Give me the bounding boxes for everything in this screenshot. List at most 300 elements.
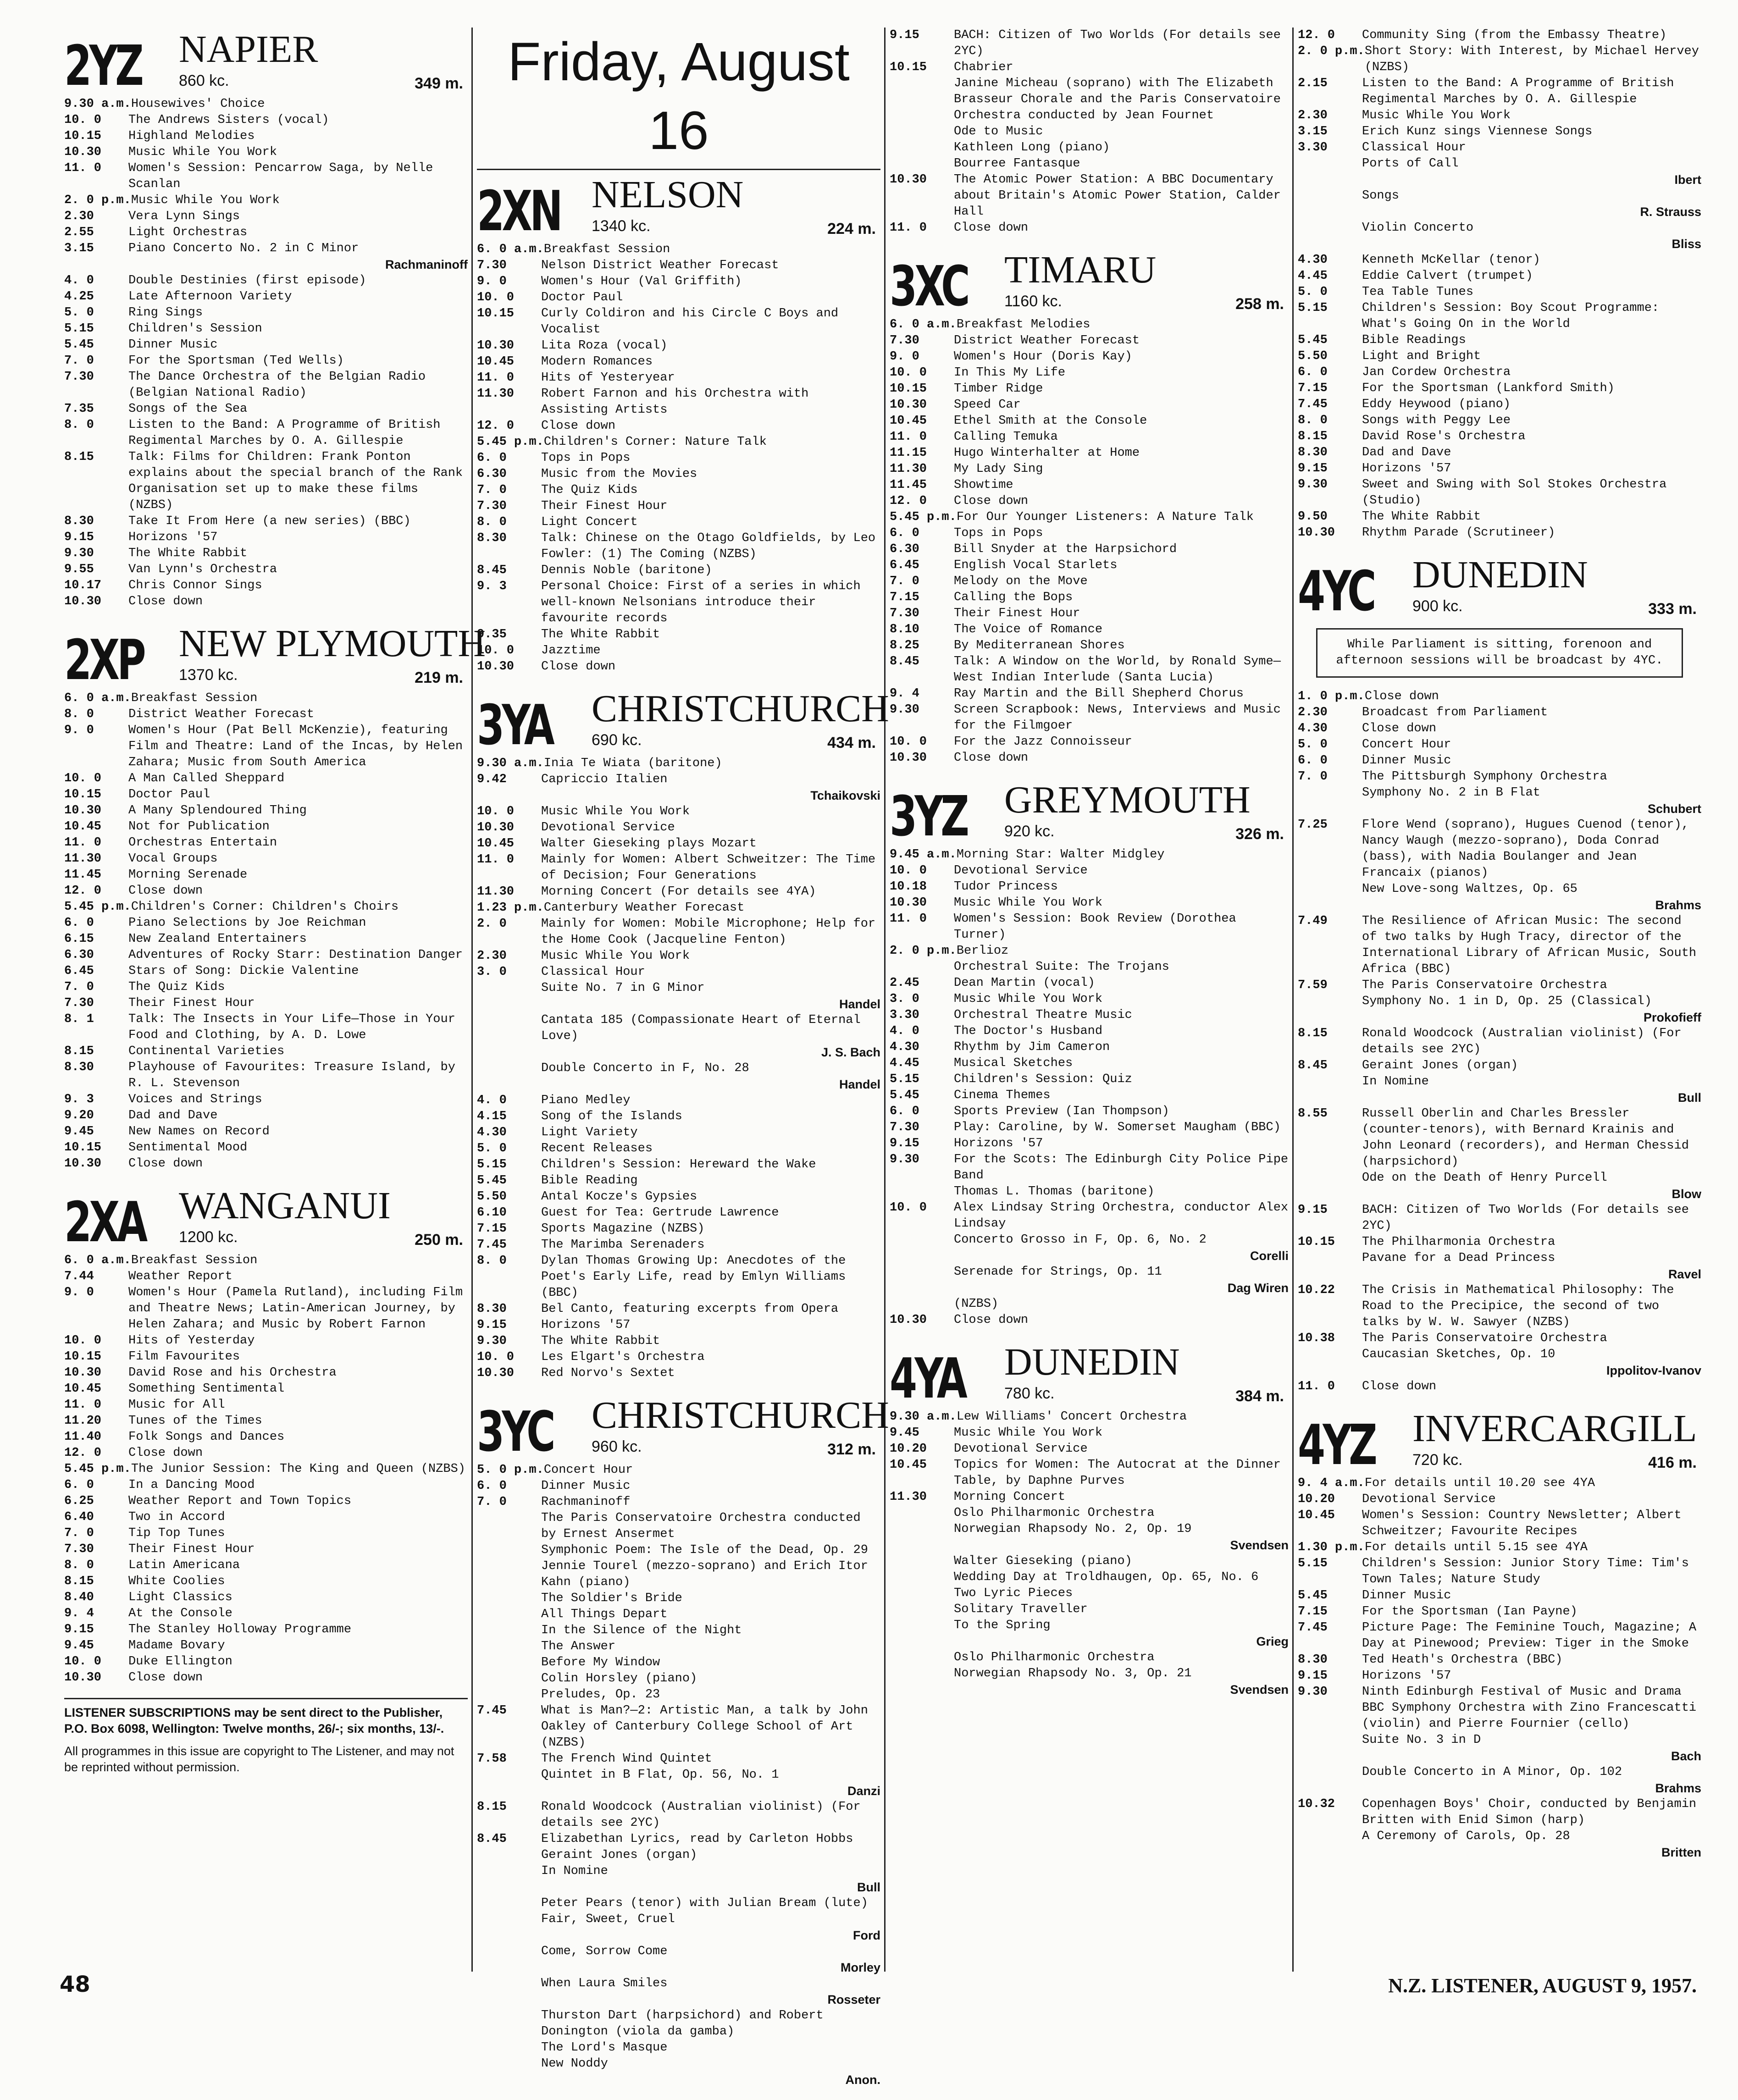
programme-title: Close down — [1362, 722, 1437, 735]
programme-item — [64, 691, 468, 707]
programme-time: 7.15 — [477, 1222, 507, 1236]
programme-title: Suite No. 3 in D — [1362, 1733, 1481, 1747]
programme-title: For the Sportsman (Ted Wells) — [128, 354, 344, 368]
programme-time: 6. 0 a.m. — [64, 1254, 131, 1267]
programme-time: 8.15 — [64, 1575, 94, 1588]
programme-item — [1298, 1684, 1701, 1700]
programme-title: The Paris Conservatoire Orchestra — [1362, 1332, 1607, 1345]
programme-time: 5.15 — [890, 1072, 919, 1086]
programme-time: 8. 0 — [477, 515, 507, 529]
programme-time: 5.45 — [477, 1174, 507, 1188]
frequency: 1340 kc. — [592, 217, 651, 235]
programme-title: Songs — [1362, 189, 1400, 203]
wavelength: 349 m. — [415, 75, 463, 92]
column-rule — [471, 28, 473, 1972]
programme-title: Dinner Music — [541, 1479, 631, 1493]
frequency: 900 kc. — [1412, 597, 1463, 615]
programme-item — [477, 1173, 880, 1189]
programme-title: Close down — [541, 419, 616, 433]
programme-title: Oslo Philharmonic Orchestra — [954, 1651, 1155, 1664]
programme-title: Children's Corner: Nature Talk — [543, 435, 767, 449]
programme-item — [890, 140, 1289, 156]
programme-time: 10.30 — [890, 896, 927, 910]
programme-time — [477, 1655, 541, 1671]
programme-title: Late Afternoon Variety — [128, 290, 292, 304]
programme-time: 8.45 — [477, 1832, 507, 1846]
programme-time — [1298, 1700, 1362, 1732]
programme-time: 7.59 — [1298, 978, 1328, 992]
programme-item — [477, 964, 880, 980]
programme-title: Doctor Paul — [541, 291, 623, 304]
programme-list — [890, 1409, 1289, 1698]
programme-item — [64, 337, 468, 353]
programme-time: 6.15 — [64, 932, 94, 946]
programme-time: 7. 0 — [477, 483, 507, 497]
programme-title: Kathleen Long (piano) — [954, 141, 1110, 155]
programme-time: 2.30 — [477, 949, 507, 963]
programme-title: Hits of Yesterday — [128, 1334, 255, 1348]
programme-item — [64, 979, 468, 995]
programme-title: Dinner Music — [1362, 754, 1451, 768]
programme-item — [890, 1425, 1289, 1441]
programme-title: Bible Readings — [1362, 333, 1466, 347]
programme-item — [64, 883, 468, 899]
programme-title: Continental Varieties — [128, 1044, 285, 1058]
programme-time: 9.30 a.m. — [64, 97, 131, 111]
programme-item — [64, 1638, 468, 1654]
frequency: 720 kc. — [1412, 1451, 1463, 1469]
programme-item — [890, 750, 1289, 766]
programme-item — [477, 1799, 880, 1831]
programme-time: 9.50 — [1298, 510, 1328, 524]
composer: Grieg — [1256, 1635, 1289, 1648]
programme-title: Morning Serenade — [128, 868, 248, 882]
programme-time: 8. 0 — [64, 707, 94, 721]
programme-title: Musical Sketches — [954, 1056, 1073, 1070]
programme-time: 10.30 — [477, 339, 515, 353]
station-city: GREYMOUTH — [1004, 779, 1251, 821]
programme-item — [477, 1478, 880, 1494]
programme-item — [1298, 140, 1701, 156]
programme-title: The Dance Orchestra of the Belgian Radio (Belgian National Radio) — [128, 370, 426, 400]
programme-item — [64, 819, 468, 835]
programme-time — [890, 1650, 954, 1666]
programme-time: 10.30 — [64, 1671, 102, 1685]
programme-title: Dad and Dave — [1362, 446, 1451, 459]
programme-title: Nelson District Weather Forecast — [541, 259, 779, 272]
programme-title: (NZBS) — [954, 1297, 999, 1311]
programme-item — [64, 1124, 468, 1140]
programme-item — [477, 836, 880, 852]
programme-title: Thurston Dart (harpsichord) and Robert Donington (viola da gamba) — [541, 2009, 824, 2039]
programme-time: 4. 0 — [64, 274, 94, 287]
programme-title: Dinner Music — [1362, 1589, 1451, 1603]
programme-title: Dad and Dave — [128, 1109, 218, 1122]
programme-title: Morning Concert (For details see 4YA) — [541, 885, 816, 899]
programme-list — [890, 317, 1289, 766]
programme-item — [64, 1558, 468, 1574]
station-2yc-continued — [890, 28, 1289, 236]
programme-item — [890, 558, 1289, 574]
programme-item — [64, 1060, 468, 1092]
programme-title: Recent Releases — [541, 1142, 653, 1155]
station-city: CHRISTCHURCH — [592, 687, 889, 730]
programme-time: 10.45 — [64, 1382, 102, 1396]
programme-item — [64, 321, 468, 337]
programme-item — [477, 2008, 880, 2040]
programme-title: The Soldier's Bride — [541, 1592, 682, 1605]
programme-item — [1298, 1540, 1701, 1556]
programme-time: 11.20 — [64, 1414, 102, 1428]
programme-time: 8. 0 — [1298, 414, 1328, 427]
programme-title: Film Favourites — [128, 1350, 240, 1364]
programme-title: BACH: Citizen of Two Worlds (For details see 2YC) — [954, 28, 1281, 58]
programme-time: 7.49 — [1298, 914, 1328, 928]
programme-title: BBC Symphony Orchestra with Zino Francescatti (violin) and Pierre Fournier (cello) — [1362, 1701, 1697, 1731]
programme-item — [890, 1039, 1289, 1056]
programme-title: Tea Table Tunes — [1362, 285, 1474, 299]
programme-time: 11. 0 — [1298, 1380, 1335, 1393]
programme-item — [890, 1296, 1289, 1312]
programme-time: 8.30 — [477, 531, 507, 545]
programme-title: White Coolies — [128, 1575, 225, 1588]
programme-item — [64, 1413, 468, 1429]
programme-item — [890, 124, 1289, 140]
programme-time: 2. 0 — [477, 917, 507, 931]
programme-item — [477, 1125, 880, 1141]
programme-list — [477, 756, 880, 1382]
programme-item — [890, 1618, 1289, 1634]
programme-title: In the Silence of the Night — [541, 1624, 742, 1637]
programme-title: Sentimental Mood — [128, 1141, 248, 1155]
programme-title: Light Orchestras — [128, 226, 248, 239]
programme-item — [890, 1184, 1289, 1200]
programme-item — [1298, 188, 1701, 204]
programme-title: Curly Coldiron and his Circle C Boys and Vocalist — [541, 307, 839, 337]
programme-title: Melody on the Move — [954, 575, 1088, 588]
programme-time — [477, 1510, 541, 1542]
programme-time: 5.45 p.m. — [477, 435, 544, 449]
programme-item — [477, 1012, 880, 1044]
wavelength: 326 m. — [1235, 825, 1284, 843]
composer: Svendsen — [1230, 1538, 1289, 1552]
programme-time: 10.17 — [64, 579, 102, 592]
programme-time: 7.45 — [477, 1704, 507, 1718]
programme-title: Adventures of Rocky Starr: Destination Danger — [128, 948, 463, 962]
programme-item — [64, 578, 468, 594]
programme-list — [1298, 689, 1701, 1395]
programme-item — [890, 654, 1289, 686]
programme-item — [64, 225, 468, 241]
programme-item — [1298, 1058, 1701, 1074]
programme-time: 10.20 — [1298, 1492, 1335, 1506]
programme-title: Van Lynn's Orchestra — [128, 563, 277, 576]
programme-item — [477, 370, 880, 386]
programme-item — [64, 530, 468, 546]
programme-time: 9.15 — [1298, 1669, 1328, 1683]
programme-time: 6. 0 — [1298, 365, 1328, 379]
programme-item — [64, 1493, 468, 1509]
programme-time: 9.15 — [64, 531, 94, 544]
programme-time: 8.30 — [1298, 1653, 1328, 1667]
programme-title: Music While You Work — [128, 145, 277, 159]
programme-item — [890, 365, 1289, 381]
programme-time: 10.32 — [1298, 1797, 1335, 1811]
programme-time — [477, 2056, 541, 2072]
programme-title: Close down — [128, 1157, 203, 1171]
masthead: N.Z. LISTENER, AUGUST 9, 1957. — [1388, 1974, 1697, 1997]
programme-item — [64, 1011, 468, 1044]
programme-time: 3.15 — [1298, 125, 1328, 138]
programme-item — [477, 354, 880, 370]
programme-title: Close down — [954, 494, 1029, 508]
programme-item — [477, 756, 880, 772]
programme-title: The Paris Conservatoire Orchestra conducted by Ernest Ansermet — [541, 1511, 861, 1541]
programme-time — [1298, 1732, 1362, 1748]
programme-time: 11.15 — [890, 446, 927, 460]
programme-item — [477, 2040, 880, 2056]
programme-time: 7. 0 — [64, 1526, 94, 1540]
programme-title: Stars of Song: Dickie Valentine — [128, 964, 359, 978]
programme-time: 5.45 p.m. — [890, 510, 957, 524]
programme-time: 11. 0 — [890, 221, 927, 235]
programme-item — [477, 1912, 880, 1928]
programme-item — [1298, 1604, 1701, 1620]
programme-time: 10.45 — [477, 837, 515, 851]
programme-title: Close down — [128, 884, 203, 898]
frequency: 690 kc. — [592, 731, 642, 749]
column-3 — [890, 28, 1289, 1710]
programme-time: 10.30 — [64, 595, 102, 608]
programme-time: 10. 0 — [477, 1350, 515, 1364]
divider — [477, 169, 880, 170]
programme-time — [890, 1521, 954, 1537]
call-sign: 3YC — [477, 1400, 553, 1464]
programme-title: Serenade for Strings, Op. 11 — [954, 1265, 1162, 1279]
programme-item — [477, 1317, 880, 1333]
composer: Schubert — [1647, 802, 1701, 816]
programme-title: Children's Session: Junior Story Time: Tim's Town Tales; Nature Study — [1362, 1557, 1689, 1586]
programme-title: Weather Report and Town Topics — [128, 1494, 352, 1508]
programme-title: Devotional Service — [954, 1442, 1088, 1456]
programme-time: 7.15 — [1298, 1605, 1328, 1619]
programme-title: The Pittsburgh Symphony Orchestra — [1362, 770, 1607, 784]
programme-item — [1298, 737, 1701, 753]
programme-item — [890, 1457, 1289, 1489]
programme-title: Breakfast Session — [131, 1254, 258, 1267]
programme-title: Walter Gieseking (piano) — [954, 1554, 1132, 1568]
programme-title: The White Rabbit — [128, 547, 248, 560]
composer: Bach — [1671, 1749, 1701, 1763]
programme-time: 10.30 — [890, 398, 927, 412]
programme-item — [477, 290, 880, 306]
programme-title: Jan Cordew Orchestra — [1362, 365, 1511, 379]
programme-title: New Noddy — [541, 2057, 608, 2071]
composer: Handel — [839, 1078, 880, 1091]
programme-item — [477, 1061, 880, 1077]
programme-item — [64, 128, 468, 144]
programme-title: Orchestral Theatre Music — [954, 1008, 1132, 1022]
programme-item — [890, 477, 1289, 493]
programme-time: 10.15 — [64, 129, 102, 143]
programme-item — [890, 686, 1289, 702]
programme-item — [477, 1141, 880, 1157]
programme-item — [890, 397, 1289, 413]
programme-item — [64, 851, 468, 867]
composer: Anon. — [845, 2073, 880, 2087]
programme-title: Talk: Films for Children: Frank Ponton explains about the special branch of the Rank Organisation set up to make these films (NZBS) — [128, 450, 463, 512]
composer: Brahms — [1655, 1781, 1701, 1795]
programme-item — [477, 772, 880, 788]
programme-title: District Weather Forecast — [954, 334, 1140, 348]
programme-item — [64, 1654, 468, 1670]
programme-title: Thomas L. Thomas (baritone) — [954, 1185, 1155, 1199]
programme-title: In Nomine — [1362, 1075, 1429, 1089]
programme-time: 8.15 — [64, 450, 94, 464]
programme-title: The Doctor's Husband — [954, 1024, 1103, 1038]
programme-title: Double Concerto in F, No. 28 — [541, 1061, 749, 1075]
programme-title: Capriccio Italien — [541, 773, 668, 786]
programme-time: 4.30 — [477, 1126, 507, 1139]
programme-item — [64, 305, 468, 321]
programme-item — [1298, 1732, 1701, 1748]
programme-time — [477, 1767, 541, 1783]
programme-title: Talk: A Window on the World, by Ronald Syme—West Indian Interlude (Santa Lucia) — [954, 655, 1281, 685]
programme-item — [64, 771, 468, 787]
programme-title: Oslo Philharmonic Orchestra — [954, 1506, 1155, 1520]
programme-item — [1298, 413, 1701, 429]
wavelength: 312 m. — [827, 1441, 876, 1458]
programme-title: A Many Splendoured Thing — [128, 804, 307, 818]
column-4 — [1298, 28, 1701, 1873]
station-header — [477, 1393, 889, 1464]
composer: Ibert — [1674, 173, 1701, 187]
programme-time: 7.58 — [477, 1752, 507, 1766]
programme-item — [890, 911, 1289, 943]
programme-title: Light Concert — [541, 515, 638, 529]
programme-item — [64, 96, 468, 112]
programme-title: Children's Session — [128, 322, 262, 336]
programme-item — [477, 434, 880, 450]
programme-title: Suite No. 7 in G Minor — [541, 981, 705, 995]
programme-item — [477, 980, 880, 996]
programme-item — [890, 60, 1289, 76]
programme-time — [477, 1591, 541, 1607]
programme-time — [477, 1607, 541, 1623]
programme-time — [477, 2040, 541, 2056]
programme-title: Horizons '57 — [954, 1137, 1043, 1150]
programme-time: 10.15 — [64, 788, 102, 801]
programme-title: David Rose's Orchestra — [1362, 430, 1526, 443]
programme-item — [64, 353, 468, 369]
programme-title: For details until 10.20 see 4YA — [1364, 1476, 1595, 1490]
programme-time: 11. 0 — [64, 161, 102, 175]
programme-time — [1298, 1074, 1362, 1090]
programme-item — [890, 1264, 1289, 1280]
programme-title: Calling Temuka — [954, 430, 1058, 444]
programme-item — [64, 707, 468, 723]
programme-item — [890, 1007, 1289, 1023]
programme-time — [1298, 188, 1362, 204]
programme-item — [477, 1847, 880, 1863]
programme-time: 6. 0 — [64, 1478, 94, 1492]
programme-time: 9.45 — [890, 1426, 919, 1440]
programme-time — [1298, 881, 1362, 897]
programme-item — [1298, 1492, 1701, 1508]
programme-time: 5.15 — [477, 1158, 507, 1172]
programme-time: 6.10 — [477, 1206, 507, 1220]
programme-item — [64, 1365, 468, 1381]
programme-time: 7.30 — [890, 607, 919, 620]
programme-title: Morning Concert — [954, 1490, 1066, 1504]
programme-item — [64, 915, 468, 931]
programme-time: 1.23 p.m. — [477, 901, 544, 915]
programme-title: Devotional Service — [1362, 1492, 1496, 1506]
programme-item — [890, 847, 1289, 863]
programme-time: 11.45 — [890, 478, 927, 492]
programme-item — [477, 563, 880, 579]
programme-time: 10.15 — [890, 382, 927, 396]
programme-title: Concert Hour — [543, 1463, 633, 1477]
programme-time: 3.30 — [1298, 141, 1328, 155]
programme-title: Ring Sings — [128, 306, 203, 320]
programme-title: Light and Bright — [1362, 349, 1481, 363]
column-2 — [477, 28, 889, 2100]
programme-title: Geraint Jones (organ) — [541, 1848, 697, 1862]
programme-item — [1298, 268, 1701, 284]
programme-item — [64, 562, 468, 578]
programme-time: 9. 0 — [890, 350, 919, 364]
programme-item — [1298, 913, 1701, 978]
programme-time: 9. 0 — [477, 275, 507, 288]
programme-time — [477, 1542, 541, 1558]
programme-time — [477, 1847, 541, 1863]
programme-time: 9. 3 — [64, 1093, 94, 1106]
programme-time: 9. 4 — [64, 1607, 94, 1620]
programme-time: 5.45 — [890, 1089, 919, 1102]
programme-time: 8.45 — [890, 655, 919, 669]
programme-title: The Atomic Power Station: A BBC Documentary about Britain's Atomic Power Station, Calder Hall — [954, 173, 1281, 219]
programme-title: The White Rabbit — [541, 628, 660, 641]
programme-time: 8.30 — [64, 1061, 94, 1074]
programme-time: 11.30 — [890, 462, 927, 476]
frequency: 860 kc. — [179, 72, 229, 89]
programme-item — [477, 627, 880, 643]
programme-list — [477, 242, 880, 675]
programme-item — [1298, 108, 1701, 124]
station-city: INVERCARGILL — [1412, 1407, 1697, 1450]
programme-time: 4.30 — [1298, 722, 1328, 735]
programme-item — [477, 1655, 880, 1671]
programme-title: Cantata 185 (Compassionate Heart of Eternal Love) — [541, 1013, 861, 1043]
programme-title: Ninth Edinburgh Festival of Music and Drama — [1362, 1685, 1682, 1699]
wavelength: 224 m. — [827, 220, 876, 238]
station-header — [890, 778, 1289, 847]
programme-title: Kenneth McKellar (tenor) — [1362, 253, 1540, 267]
programme-title: The Marimba Serenaders — [541, 1238, 705, 1252]
programme-time: 10. 0 — [64, 772, 102, 785]
programme-title: Morning Star: Walter Midgley — [956, 848, 1165, 862]
programme-item — [1298, 1620, 1701, 1652]
programme-item — [477, 852, 880, 884]
programme-time: 4.30 — [890, 1040, 919, 1054]
programme-title: For the Jazz Connoisseur — [954, 735, 1132, 749]
programme-item — [1298, 753, 1701, 769]
programme-time: 10.30 — [477, 1366, 515, 1380]
programme-time: 7.45 — [1298, 1621, 1328, 1635]
programme-time: 6. 0 — [1298, 754, 1328, 768]
programme-title: Women's Session: Country Newsletter; Albert Schweitzer; Favourite Recipes — [1362, 1509, 1682, 1538]
